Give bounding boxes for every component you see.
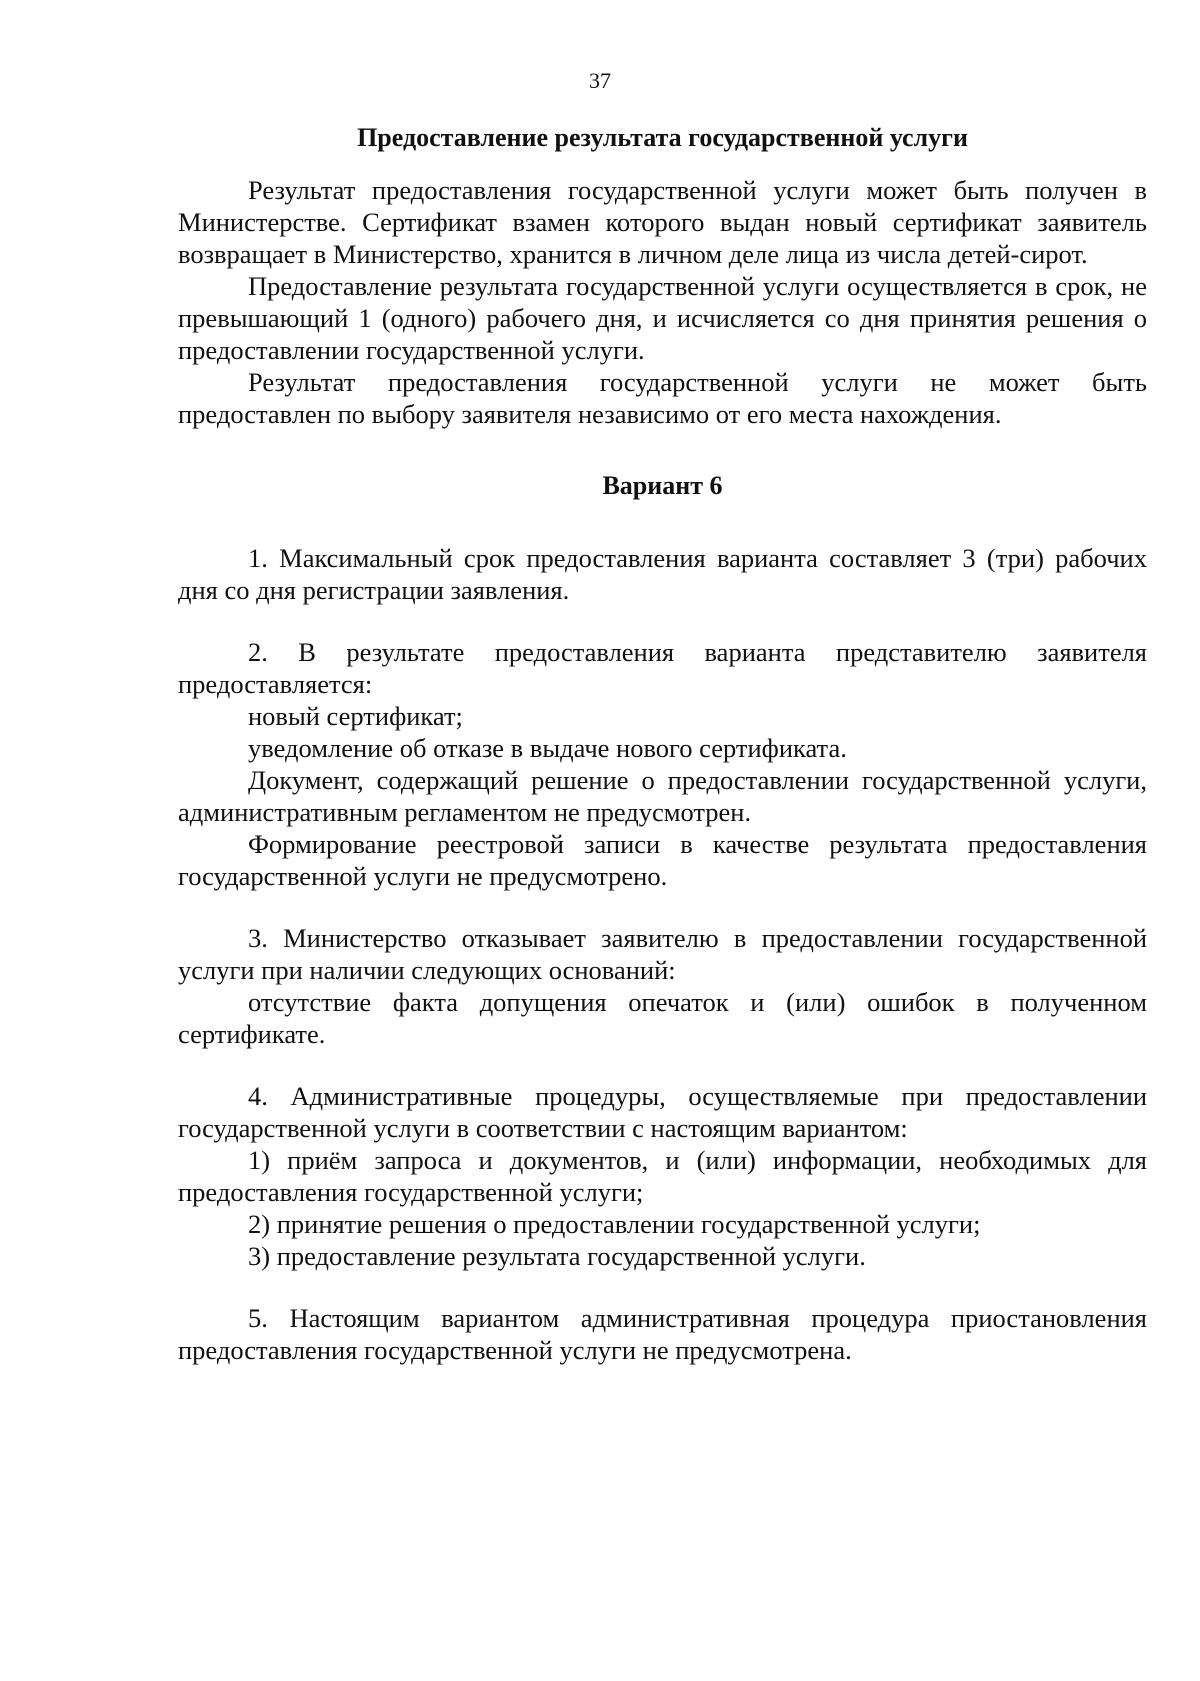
paragraph: уведомление об отказе в выдаче нового сертификата.: [248, 733, 847, 763]
paragraph: Документ, содержащий решение о предоставлении государственной услуги, административным регламентом не предусмотрен.: [178, 765, 1147, 827]
paragraph: Предоставление результата государственной услуги осуществляется в срок, не превышающий 1 (одного) рабочего дня, и исчисляется со дня принятия решения о предоставлении государственной услуги.: [178, 271, 1147, 365]
paragraph: отсутствие факта допущения опечаток и (или) ошибок в полученном сертификате.: [178, 987, 1147, 1049]
document-body: [178, 122, 1147, 1366]
page-number: 37: [589, 68, 611, 93]
list-item-4: 4. Административные процедуры, осуществляемые при предоставлении государственной услуги в соответствии с настоящим вариантом:: [178, 1081, 1147, 1143]
section-heading-variant: Вариант 6: [602, 471, 723, 500]
paragraph: новый сертификат;: [248, 701, 463, 731]
sub-item: 1) приём запроса и документов, и (или) информации, необходимых для предоставления государственной услуги;: [178, 1145, 1147, 1207]
list-item-2: 2. В результате предоставления варианта представителю заявителя предоставляется:: [178, 637, 1147, 699]
list-item-3: 3. Министерство отказывает заявителю в предоставлении государственной услуги при наличии следующих оснований:: [178, 923, 1147, 985]
paragraph: Формирование реестровой записи в качестве результата предоставления государственной услуги не предусмотрено.: [178, 829, 1147, 891]
list-item-5: 5. Настоящим вариантом административная процедура приостановления предоставления государственной услуги не предусмотрена.: [178, 1303, 1147, 1365]
paragraph: Результат предоставления государственной услуги может быть получен в Министерстве. Сертификат взамен которого выдан новый сертификат заявитель возвращает в Министерство, хранится в личном деле лица из числа детей-сирот.: [178, 175, 1147, 269]
sub-item: 3) предоставление результата государственной услуги.: [248, 1241, 866, 1271]
paragraph: Результат предоставления государственной услуги не может быть предоставлен по выбору заявителя независимо от его места нахождения.: [178, 367, 1147, 429]
section-heading-result: Предоставление результата государственной услуги: [357, 123, 968, 152]
list-item-1: 1. Максимальный срок предоставления варианта составляет 3 (три) рабочих дня со дня регистрации заявления.: [178, 543, 1147, 605]
sub-item: 2) принятие решения о предоставлении государственной услуги;: [248, 1209, 981, 1239]
